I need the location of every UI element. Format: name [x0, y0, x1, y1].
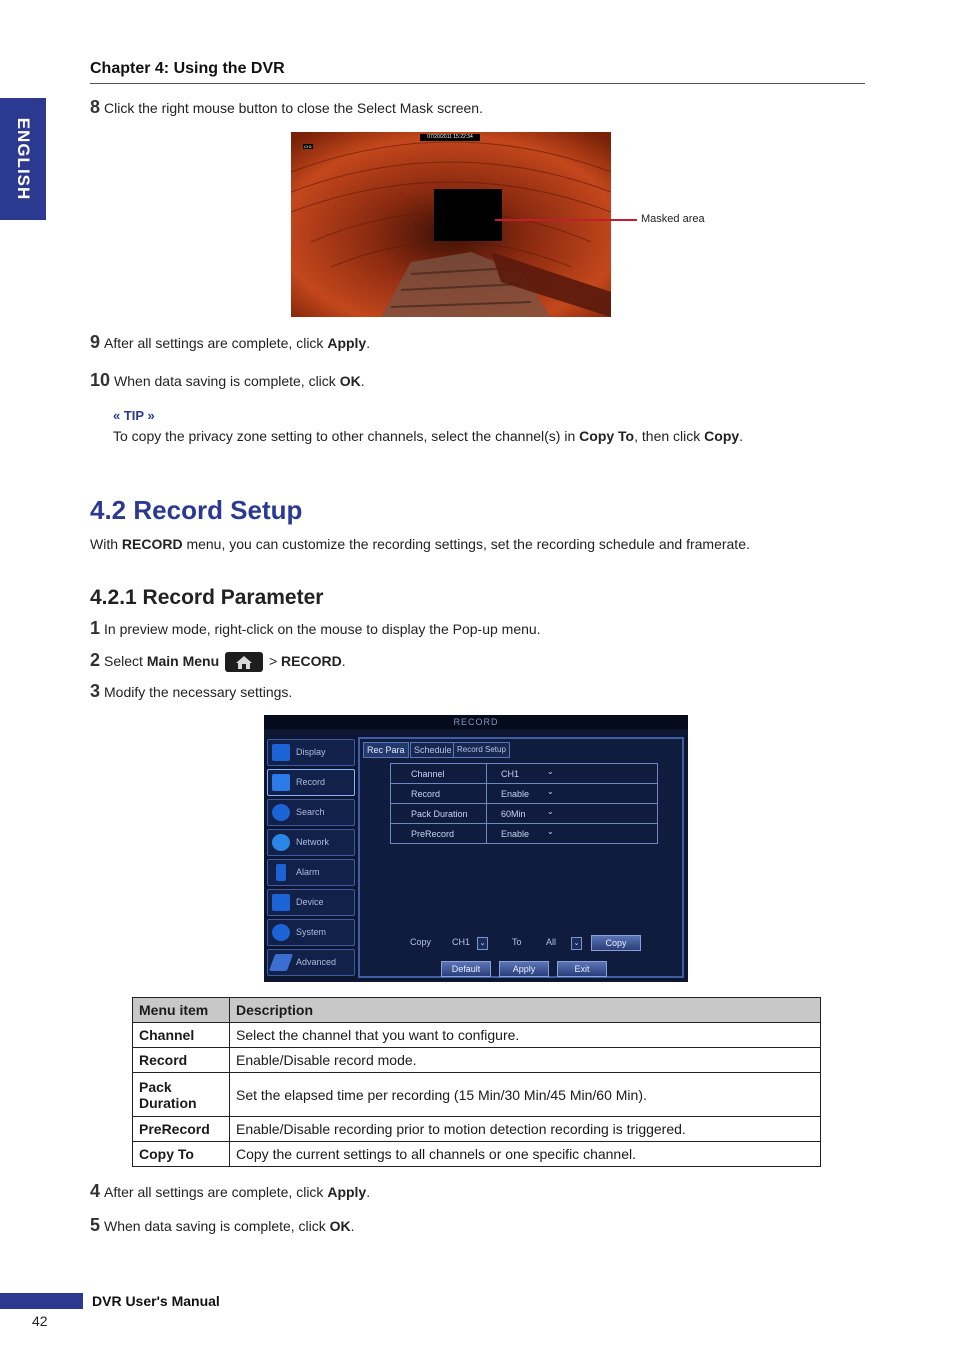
- header-rule: [90, 83, 865, 84]
- menu-item-line: Duration: [139, 1094, 197, 1111]
- chapter-title: Chapter 4: Using the DVR: [90, 60, 285, 77]
- copy-to-value[interactable]: All: [546, 937, 557, 947]
- step-text: When data saving is complete, click: [114, 373, 340, 389]
- dvr-row-prerecord[interactable]: [391, 824, 657, 843]
- dvr-field-label: Pack Duration: [411, 809, 468, 819]
- table-row: [133, 1023, 821, 1048]
- footer-bar: [0, 1293, 83, 1309]
- dvr-window-title: RECORD: [264, 715, 688, 729]
- step-punct: .: [366, 335, 371, 351]
- home-icon: [225, 652, 263, 672]
- globe-icon: [272, 834, 290, 851]
- dvr-settings-panel: [358, 737, 684, 978]
- chevron-down-icon[interactable]: ⌄: [547, 787, 554, 796]
- menu-description-table: [132, 997, 821, 1167]
- subsection-title: 4.2.1 Record Parameter: [90, 586, 324, 609]
- step-number: 4: [90, 1181, 101, 1201]
- dvr-field-value: Enable: [501, 829, 530, 839]
- dvr-record-screen: [264, 715, 688, 982]
- tab-record-setup[interactable]: Record Setup: [453, 742, 510, 758]
- copy-label: Copy: [410, 937, 432, 947]
- apply-keyword: Apply: [327, 335, 367, 351]
- section-title: 4.2 Record Setup: [90, 495, 303, 525]
- table-row: [133, 1073, 821, 1117]
- record-keyword: RECORD: [121, 536, 183, 552]
- menu-item-cell: PreRecord: [133, 1117, 230, 1142]
- copy-from-value[interactable]: CH1: [452, 937, 471, 947]
- step-text: In preview mode, right-click on the mouse to display the Pop-up menu.: [104, 621, 541, 637]
- dvr-field-label: Channel: [411, 769, 445, 779]
- language-side-tab: [0, 98, 46, 220]
- column-header: Description: [230, 998, 821, 1023]
- intro-text: menu, you can customize the recording settings, set the recording schedule and framerate.: [182, 536, 750, 552]
- step-punct: .: [360, 373, 365, 389]
- dvr-menu-label: Record: [296, 777, 326, 787]
- camera-timestamp: 07/20/2011 15:22:34: [427, 134, 473, 140]
- language-label: ENGLISH: [14, 117, 33, 201]
- dvr-field-label: PreRecord: [411, 829, 455, 839]
- chevron-down-icon[interactable]: ⌄: [571, 937, 582, 950]
- masked-area-callout: Masked area: [641, 213, 705, 225]
- to-label: To: [512, 937, 522, 947]
- step-punct: .: [341, 653, 346, 669]
- dvr-field-value: 60Min: [501, 809, 526, 819]
- step-punct: .: [366, 1184, 371, 1200]
- menu-item-cell: Record: [133, 1048, 230, 1073]
- dvr-field-label: Record: [411, 789, 441, 799]
- step-1: [90, 618, 541, 639]
- tip-body: [113, 428, 743, 444]
- step-number: 8: [90, 97, 101, 117]
- wrench-icon: [269, 954, 293, 971]
- dvr-menu-display[interactable]: [267, 739, 355, 766]
- copy-button[interactable]: Copy: [591, 935, 641, 951]
- step-number: 9: [90, 332, 101, 352]
- callout-line: [495, 219, 637, 221]
- dvr-menu-label: System: [296, 927, 327, 937]
- dvr-parameter-grid: [390, 763, 658, 844]
- dvr-menu-device[interactable]: [267, 889, 355, 916]
- chevron-down-icon[interactable]: ⌄: [477, 937, 488, 950]
- step-text: Select: [104, 653, 147, 669]
- step-number: 5: [90, 1215, 101, 1235]
- step-2: [90, 650, 346, 672]
- step-punct: .: [350, 1218, 355, 1234]
- dvr-menu-alarm[interactable]: [267, 859, 355, 886]
- main-menu-keyword: Main Menu: [146, 653, 220, 669]
- table-row: [133, 1142, 821, 1167]
- step-number: 1: [90, 618, 101, 638]
- tab-rec-para[interactable]: Rec Para: [363, 742, 409, 758]
- ok-keyword: OK: [329, 1218, 351, 1234]
- apply-button[interactable]: Apply: [499, 961, 549, 977]
- tab-schedule[interactable]: Schedule: [410, 742, 456, 758]
- description-cell: Enable/Disable recording prior to motion detection recording is triggered.: [230, 1117, 821, 1142]
- dvr-row-pack-duration[interactable]: [391, 804, 657, 824]
- dvr-menu-label: Alarm: [296, 867, 320, 877]
- description-cell: Enable/Disable record mode.: [230, 1048, 821, 1073]
- tip-text: , then click: [634, 428, 705, 444]
- camera-channel-label: CH1: [303, 144, 312, 149]
- dvr-row-record[interactable]: [391, 784, 657, 804]
- step-9: [90, 332, 370, 353]
- dvr-row-channel[interactable]: [391, 764, 657, 784]
- table-row: [133, 1117, 821, 1142]
- search-icon: [272, 804, 290, 821]
- dvr-menu-search[interactable]: [267, 799, 355, 826]
- copy-keyword: Copy: [704, 428, 740, 444]
- masked-camera-screenshot: [291, 132, 611, 317]
- description-cell: Copy the current settings to all channels or one specific channel.: [230, 1142, 821, 1167]
- column-header: Menu item: [133, 998, 230, 1023]
- dvr-menu-advanced[interactable]: [267, 949, 355, 976]
- monitor-icon: [272, 744, 290, 761]
- menu-item-line: Pack: [139, 1078, 172, 1095]
- step-number: 3: [90, 681, 101, 701]
- dvr-menu-label: Network: [296, 837, 330, 847]
- step-3: [90, 681, 292, 702]
- dvr-field-value: Enable: [501, 789, 530, 799]
- dvr-menu-system[interactable]: [267, 919, 355, 946]
- device-icon: [272, 894, 290, 911]
- apply-keyword: Apply: [327, 1184, 367, 1200]
- step-text: Modify the necessary settings.: [104, 684, 293, 700]
- menu-item-cell: [133, 1073, 230, 1117]
- copy-to-keyword: Copy To: [579, 428, 635, 444]
- dvr-menu-network[interactable]: [267, 829, 355, 856]
- step-text: After all settings are complete, click: [104, 335, 328, 351]
- step-5: [90, 1215, 355, 1236]
- camera-image: [291, 132, 611, 317]
- step-text: After all settings are complete, click: [104, 1184, 328, 1200]
- menu-item-cell: Channel: [133, 1023, 230, 1048]
- dvr-menu-label: Search: [296, 807, 325, 817]
- ok-keyword: OK: [339, 373, 361, 389]
- step-number: 10: [90, 370, 111, 390]
- chevron-down-icon[interactable]: ⌄: [547, 767, 554, 776]
- step-text: Click the right mouse button to close the Select Mask screen.: [104, 100, 483, 116]
- tip-text: To copy the privacy zone setting to other channels, select the channel(s) in: [113, 428, 580, 444]
- dvr-menu-record[interactable]: [267, 769, 355, 796]
- alarm-icon: [276, 864, 286, 881]
- film-icon: [272, 774, 290, 791]
- tip-heading: « TIP »: [113, 408, 155, 423]
- tip-punct: .: [739, 428, 744, 444]
- default-button[interactable]: Default: [441, 961, 491, 977]
- dvr-menu-label: Display: [296, 747, 326, 757]
- table-row: [133, 1048, 821, 1073]
- gear-icon: [272, 924, 290, 941]
- chevron-down-icon[interactable]: ⌄: [547, 827, 554, 836]
- description-cell: Set the elapsed time per recording (15 Min/30 Min/45 Min/60 Min).: [230, 1073, 821, 1117]
- menu-item-cell: Copy To: [133, 1142, 230, 1167]
- dvr-menu-label: Device: [296, 897, 324, 907]
- step-text: When data saving is complete, click: [104, 1218, 330, 1234]
- record-keyword: RECORD: [281, 653, 342, 669]
- step-number: 2: [90, 650, 101, 670]
- section-intro: [90, 536, 750, 552]
- table-header-row: [133, 998, 821, 1023]
- chevron-down-icon[interactable]: ⌄: [547, 807, 554, 816]
- dvr-field-value: CH1: [501, 769, 520, 779]
- step-4: [90, 1181, 370, 1202]
- description-cell: Select the channel that you want to configure.: [230, 1023, 821, 1048]
- step-10: [90, 370, 365, 391]
- dvr-menu-label: Advanced: [296, 957, 337, 967]
- page-number: 42: [32, 1313, 48, 1329]
- intro-text: With: [90, 536, 122, 552]
- exit-button[interactable]: Exit: [557, 961, 607, 977]
- step-text: >: [265, 653, 282, 669]
- step-8: [90, 97, 483, 118]
- manual-title: DVR User's Manual: [92, 1293, 220, 1309]
